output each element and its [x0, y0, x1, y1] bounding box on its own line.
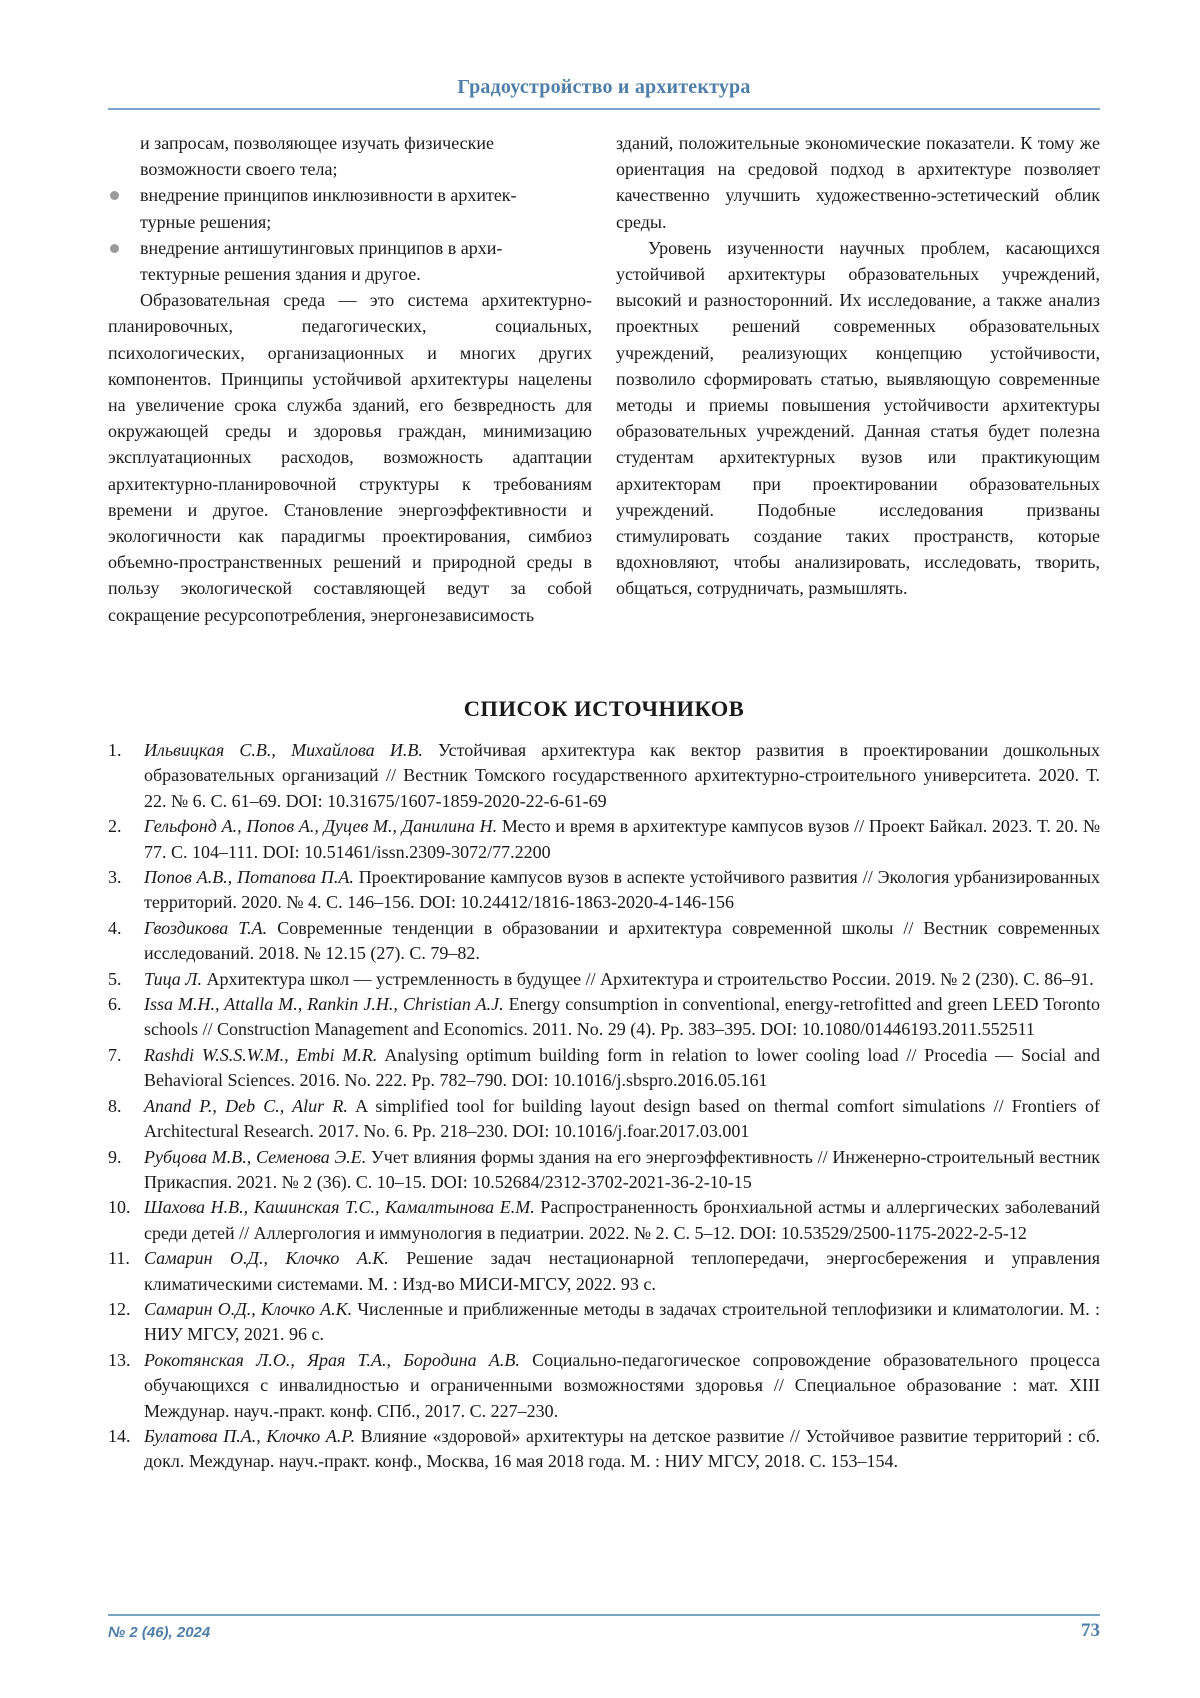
references-list — [108, 738, 1100, 1475]
body-paragraph: Образовательная среда — это система архитектурно-планировочных, педагогических, социальных, психологических, организационных и многих других компонентов. Принципы устойчивой архитектуры нацелены на увеличение срока служба зданий, его безвредность для окружающей среды и здоровья граждан, минимизацию эксплуатационных расходов, возможность адаптации архитектурно-планировочной структуры к требованиям времени и другое. Становление энергоэффективности и экологичности как парадигмы проектирования, симбиоз объемно-пространственных решений и природной среды в пользу экологической составляющей ведут за собой сокращение ресурсопотребления, энергонезависимость — [108, 290, 592, 625]
reference-authors: Issa M.H., Attalla M., Rankin J.H., Christian A.J. — [144, 994, 504, 1015]
reference-item — [108, 1145, 1100, 1196]
reference-number: 5. — [108, 968, 122, 989]
reference-item — [108, 1094, 1100, 1145]
reference-item — [108, 865, 1100, 916]
reference-details: Архитектура школ — устремленность в будущее // Архитектура и строительство России. 2019. № 2 (230). С. 86–91. — [202, 968, 1094, 989]
reference-number: 10. — [108, 1197, 131, 1218]
reference-item — [108, 814, 1100, 865]
bullet-icon — [110, 191, 119, 200]
reference-authors: Рокотянская Л.О., Ярая Т.А., Бородина А.В. — [144, 1349, 520, 1370]
reference-text — [144, 1094, 1100, 1145]
reference-text — [144, 992, 1100, 1043]
body-columns — [108, 130, 1100, 628]
reference-authors: Anand P., Deb C., Alur R. — [144, 1095, 348, 1116]
reference-number: 13. — [108, 1349, 131, 1370]
reference-text — [144, 1145, 1100, 1196]
list-item-continuation: и запросам, позволяющее изучать физические возможности своего тела; — [140, 133, 494, 180]
reference-details: Современные тенденции в образовании и архитектура современной школы // Вестник современных исследований. 2018. № 12.15 (27). С. 79–82. — [144, 917, 1100, 964]
reference-text — [144, 1297, 1100, 1348]
reference-authors: Самарин О.Д., Клочко А.К. — [144, 1248, 389, 1269]
reference-item — [108, 1297, 1100, 1348]
reference-item — [108, 967, 1100, 992]
reference-text — [144, 738, 1100, 814]
reference-details: Численные и приближенные методы в задачах строительной теплофизики и климатологии. М. : НИУ МГСУ, 2021. 96 с. — [144, 1298, 1100, 1345]
reference-details: Energy consumption in conventional, energy-retrofitted and green LEED Toronto schools // Construction Management and Economics. 2011. No. 29 (4). Pp. 383–395. DOI: 10.1080/01446193.2011.552511 — [144, 994, 1100, 1040]
reference-details: Учет влияния формы здания на его энергоэффективность // Инженерно-строительный вестник Прикаспия. 2021. № 2 (36). С. 10–15. DOI: 10.52684/2312-3702-2021-36-2-10-15 — [144, 1146, 1101, 1192]
reference-text — [144, 865, 1100, 916]
reference-item — [108, 1043, 1100, 1094]
body-paragraph: зданий, положительные экономические показатели. К тому же ориентация на средовой подход в архитектуре позволяет качественно улучшить художественно-эстетический облик среды. — [616, 133, 1100, 232]
reference-number: 4. — [108, 917, 122, 938]
running-header: Градоустройство и архитектура — [457, 76, 751, 98]
reference-item — [108, 1246, 1100, 1297]
footer-rule — [108, 1614, 1100, 1616]
reference-details: Проектирование кампусов вузов в аспекте устойчивого развития // Экология урбанизированных территорий. 2020. № 4. С. 146–156. DOI: 10.24412/1816-1863-2020-4-146-156 — [144, 867, 1100, 913]
reference-authors: Тица Л. — [144, 968, 202, 989]
reference-number: 12. — [108, 1298, 131, 1319]
reference-item — [108, 1195, 1100, 1246]
bullet-icon — [110, 244, 119, 253]
reference-number: 8. — [108, 1095, 122, 1116]
reference-number: 9. — [108, 1146, 122, 1167]
issue-number: № 2 (46), 2024 — [108, 1624, 211, 1641]
reference-number: 7. — [108, 1044, 122, 1065]
reference-number: 2. — [108, 816, 122, 837]
reference-text — [144, 1424, 1100, 1475]
reference-number: 14. — [108, 1425, 131, 1446]
reference-authors: Rashdi W.S.S.W.M., Embi M.R. — [144, 1044, 378, 1065]
reference-item — [108, 992, 1100, 1043]
reference-authors: Попов А.В., Потапова П.А. — [144, 867, 354, 888]
reference-authors: Самарин О.Д., Клочко А.К. — [144, 1298, 353, 1319]
reference-text — [144, 814, 1100, 865]
reference-authors: Шахова Н.В., Кашинская Т.С., Камалтынова Е.М. — [144, 1197, 535, 1218]
reference-details: Устойчивая архитектура как вектор развития в проектировании дошкольных образовательных организаций // Вестник Томского государственного архитектурно-строительного университета. 2020. Т. 22. № 6. С. 61–69. DOI: 10.31675/1607-1859-2020-22-6-61-69 — [144, 740, 1100, 811]
reference-details: Решение задач нестационарной теплопередачи, энергосбережения и управления климатическими системами. М. : Изд-во МИСИ-МГСУ, 2022. 93 с. — [144, 1248, 1101, 1294]
left-column — [108, 130, 592, 628]
reference-details: Распространенность бронхиальной астмы и аллергических заболеваний среди детей // Аллергология и иммунология в педиатрии. 2022. № 2. С. 5–12. DOI: 10.53529/2500-1175-2022-2-5-12 — [144, 1197, 1100, 1243]
reference-item — [108, 1424, 1100, 1475]
body-paragraph: Уровень изученности научных проблем, касающихся устойчивой архитектуры образовательных учреждений, высокий и разносторонний. Их исследование, а также анализ проектных решений современных образовательных учреждений, реализующих концепцию устойчивости, позволило сформировать статью, выявляющую современные методы и приемы повышения устойчивости архитектуры образовательных учреждений. Данная статья будет полезна студентам архитектурных вузов или практикующим архитекторам при проектировании образовательных учреждений. Подобные исследования призваны стимулировать создание таких пространств, которые вдохновляют, чтобы анализировать, исследовать, творить, общаться, сотрудничать, размышлять. — [616, 237, 1100, 599]
reference-item — [108, 916, 1100, 967]
reference-item — [108, 738, 1100, 814]
reference-text — [144, 1195, 1100, 1246]
right-column — [616, 130, 1100, 628]
reference-number: 11. — [108, 1248, 130, 1269]
page-number: 73 — [1081, 1620, 1100, 1641]
reference-number: 1. — [108, 740, 122, 760]
reference-text — [144, 916, 1100, 967]
reference-number: 3. — [108, 867, 122, 888]
reference-authors: Ильвицкая С.В., Михайлова И.В. — [144, 740, 423, 760]
references-heading: СПИСОК ИСТОЧНИКОВ — [463, 696, 745, 721]
reference-authors: Рубцова М.В., Семенова Э.Е. — [144, 1146, 367, 1167]
reference-text — [144, 1043, 1100, 1094]
reference-details: Социально-педагогическое сопровождение образовательного процесса обучающихся с инвалидностью и ограниченными возможностями здоровья // Специальное образование : мат. XIII Междунар. науч.-практ. конф. СПб., 2017. С. 227–230. — [144, 1349, 1100, 1421]
reference-text — [144, 967, 1100, 992]
reference-item — [108, 1348, 1100, 1424]
reference-details: Analysing optimum building form in relation to lower cooling load // Procedia — Social and Behavioral Sciences. 2016. No. 222. Pp. 782–790. DOI: 10.1016/j.sbspro.2016.05.161 — [144, 1044, 1100, 1091]
reference-details: Влияние «здоровой» архитектуры на детское развитие // Устойчивое развитие территорий : сб. докл. Междунар. науч.-практ. конф., Москва, 16 мая 2018 года. М. : НИУ МГСУ, 2018. С. 153–154. — [144, 1425, 1100, 1472]
reference-text — [144, 1348, 1100, 1424]
reference-details: Место и время в архитектуре кампусов вузов // Проект Байкал. 2023. Т. 20. № 77. С. 104–111. DOI: 10.51461/issn.2309-3072/77.2200 — [144, 816, 1100, 862]
list-item: внедрение антишутинговых принципов в архи- тектурные решения здания и другое. — [108, 235, 592, 287]
reference-authors: Булатова П.А., Клочко А.Р. — [144, 1425, 356, 1446]
reference-details: A simplified tool for building layout design based on thermal comfort simulations // Frontiers of Architectural Research. 2017. No. 6. Pp. 218–230. DOI: 10.1016/j.foar.2017.03.001 — [144, 1095, 1101, 1142]
list-item: внедрение принципов инклюзивности в архитек- турные решения; — [108, 182, 592, 234]
reference-authors: Гвоздикова Т.А. — [144, 917, 268, 938]
header-rule — [108, 108, 1100, 110]
reference-authors: Гельфонд А., Попов А., Дуцев М., Данилина Н. — [144, 816, 498, 837]
reference-text — [144, 1246, 1100, 1297]
reference-number: 6. — [108, 994, 122, 1015]
